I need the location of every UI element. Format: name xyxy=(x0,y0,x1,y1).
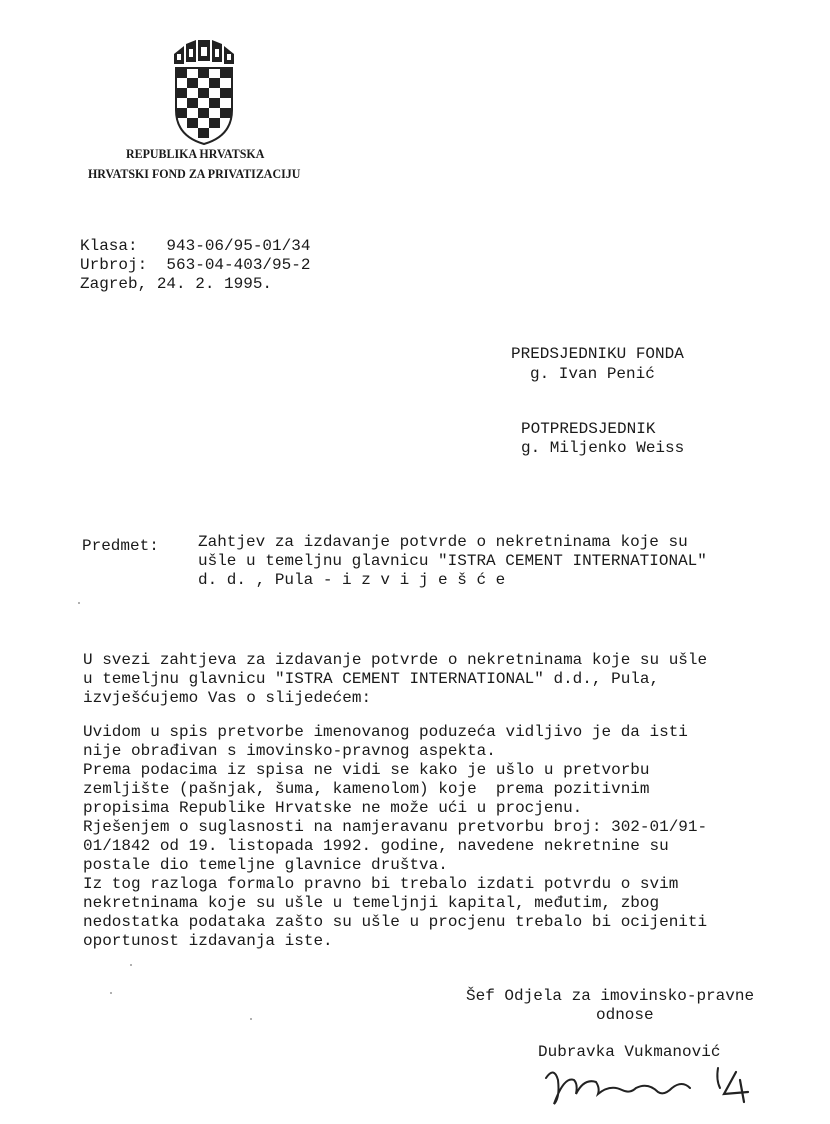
subject-line-1: Zahtjev za izdavanje potvrde o nekretninama koje su xyxy=(198,533,688,551)
recipient-1-name: g. Ivan Penić xyxy=(530,365,655,383)
institution-subname: HRVATSKI FOND ZA PRIVATIZACIJU xyxy=(88,166,301,181)
body-p2-line-7: 01/1842 od 19. listopada 1992. godine, navedene nekretnine su xyxy=(83,837,669,855)
subject-line-2: ušle u temeljnu glavnicu "ISTRA CEMENT INTERNATIONAL" xyxy=(198,552,707,570)
body-p2-line-4: zemljište (pašnjak, šuma, kamenolom) koje prema pozitivnim xyxy=(83,780,650,798)
body-p1-line-3: izvješćujemo Vas o slijedećem: xyxy=(83,689,372,707)
recipient-2-title: POTPREDSJEDNIK xyxy=(521,420,656,438)
signatory-name: Dubravka Vukmanović xyxy=(538,1043,721,1061)
body-p2-line-6: Rješenjem o suglasnosti na namjeravanu pretvorbu broj: 302-01/91- xyxy=(83,818,708,836)
recipient-1-title: PREDSJEDNIKU FONDA xyxy=(511,345,684,363)
body-p2-line-8: postale dio temeljne glavnice društva. xyxy=(83,856,448,874)
body-p1-line-1: U svezi zahtjeva za izdavanje potvrde o nekretninama koje su ušle xyxy=(83,651,708,669)
signatory-title-line-2: odnose xyxy=(596,1006,654,1024)
body-p2-line-12: oportunost izdavanja iste. xyxy=(83,932,333,950)
signatory-title-line-1: Šef Odjela za imovinsko-pravne xyxy=(466,987,755,1005)
handwritten-signature-icon xyxy=(540,1058,780,1113)
klasa-line: Klasa: 943-06/95-01/34 xyxy=(80,237,311,255)
body-p1-line-2: u temeljnu glavnicu "ISTRA CEMENT INTERNATIONAL" d.d., Pula, xyxy=(83,670,660,688)
recipient-2-name: g. Miljenko Weiss xyxy=(521,439,685,457)
urbroj-line: Urbroj: 563-04-403/95-2 xyxy=(80,256,311,274)
institution-name: REPUBLIKA HRVATSKA xyxy=(126,146,265,161)
body-p2-line-9: Iz tog razloga formalo pravno bi trebalo izdati potvrdu o svim xyxy=(83,875,679,893)
body-p2-line-1: Uvidom u spis pretvorbe imenovanog poduzeća vidljivo je da isti xyxy=(83,723,688,741)
body-p2-line-3: Prema podacima iz spisa ne vidi se kako je ušlo u pretvorbu xyxy=(83,761,650,779)
date-line: Zagreb, 24. 2. 1995. xyxy=(80,275,273,293)
body-p2-line-2: nije obrađivan s imovinsko-pravnog aspekta. xyxy=(83,742,496,760)
body-p2-line-5: propisima Republike Hrvatske ne može ući u procjenu. xyxy=(83,799,583,817)
croatian-coat-of-arms-icon xyxy=(170,40,238,146)
body-p2-line-11: nedostatka podataka zašto su ušle u procjenu trebalo bi ocijeniti xyxy=(83,913,708,931)
subject-line-3: d. d. , Pula - i z v i j e š ć e xyxy=(198,571,506,589)
subject-label: Predmet: xyxy=(82,537,159,555)
body-p2-line-10: nekretninama koje su ušle u temeljnji kapital, međutim, zbog xyxy=(83,894,660,912)
